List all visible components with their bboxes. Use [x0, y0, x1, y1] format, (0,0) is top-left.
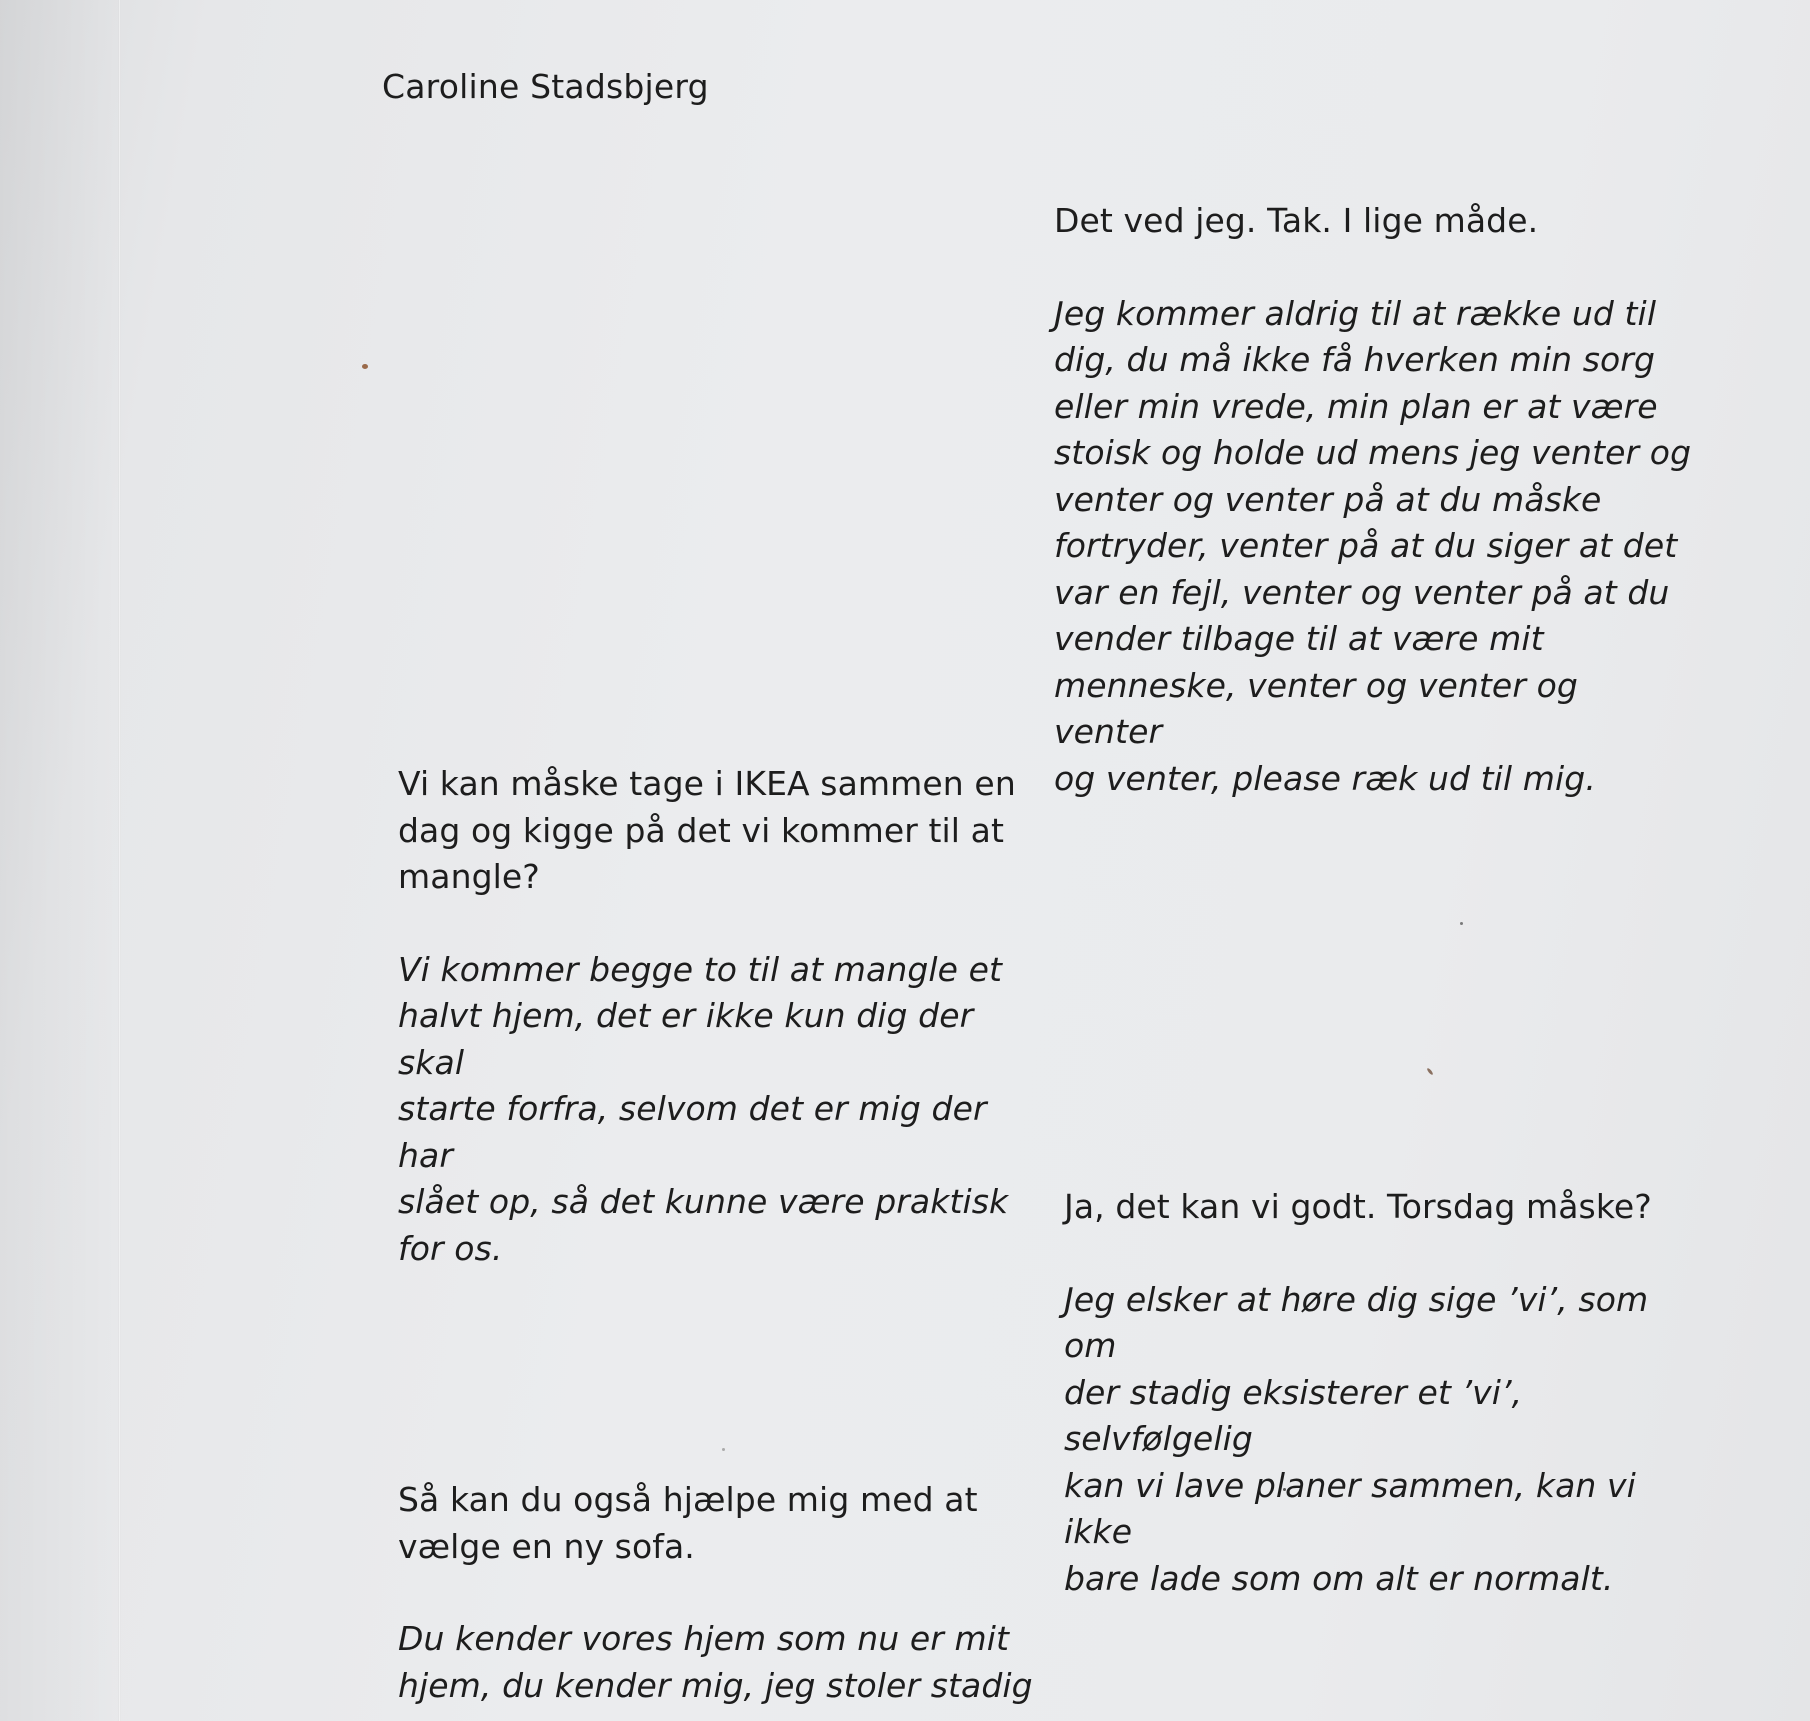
spoken-line: vælge en ny sofa. — [398, 1526, 695, 1566]
dialogue-block-1 — [1054, 198, 1694, 802]
paper-speck — [362, 364, 368, 369]
thought-line: hjem, du kender mig, jeg stoler stadig — [398, 1665, 1033, 1705]
paper-speck — [1426, 1067, 1433, 1075]
stanza-gap — [398, 901, 1048, 947]
thought-line: starte forfra, selvom det er mig der har — [398, 1089, 987, 1175]
spoken-line: Vi kan måske tage i IKEA sammen en — [398, 764, 1016, 803]
thought-line: bare lade som om alt er normalt. — [1064, 1558, 1614, 1598]
page-fold-line — [118, 0, 121, 1721]
stanza-gap — [398, 1570, 1048, 1616]
thought-line: venter og venter på at du måske — [1054, 479, 1602, 519]
thought-line: var en fejl, venter og venter på at du — [1054, 572, 1670, 612]
thought-line: stoisk og holde ud mens jeg venter og — [1054, 433, 1692, 472]
stanza-gap — [1064, 1231, 1704, 1277]
page-fold-shadow — [0, 0, 118, 1721]
thought-line: slået op, så det kunne være praktisk — [398, 1182, 1009, 1221]
thought-line: vender tilbage til at være mit — [1054, 619, 1544, 658]
thought-line: Du kender vores hjem som nu er mit — [398, 1619, 1010, 1658]
thought-line: menneske, venter og venter og venter — [1054, 665, 1578, 751]
spoken-line: dag og kigge på det vi kommer til at — [398, 810, 1005, 850]
spoken-line: Det ved jeg. Tak. I lige måde. — [1054, 201, 1539, 240]
stanza-gap — [1054, 245, 1694, 291]
paper-speck — [722, 1448, 725, 1451]
thought-line: dig, du må ikke få hverken min sorg — [1054, 340, 1656, 379]
thought-line: og venter, please ræk ud til mig. — [1054, 758, 1596, 798]
thought-line: Vi kommer begge to til at mangle et — [398, 949, 1003, 989]
dialogue-block-4 — [398, 1477, 1048, 1709]
dialogue-block-3 — [1064, 1184, 1704, 1602]
thought-line: eller min vrede, min plan er at være — [1054, 386, 1658, 426]
thought-line: kan vi lave planer sammen, kan vi ikke — [1064, 1465, 1636, 1551]
spoken-line: Så kan du også hjælpe mig med at — [398, 1480, 978, 1519]
spoken-line: Ja, det kan vi godt. Torsdag måske? — [1064, 1187, 1652, 1226]
thought-line: der stadig eksisterer et ’vi’, selvfølgelig — [1064, 1372, 1523, 1458]
thought-line: Jeg kommer aldrig til at række ud til — [1054, 293, 1657, 333]
thought-line: for os. — [398, 1228, 503, 1268]
dialogue-block-2 — [398, 761, 1048, 1272]
spoken-line: mangle? — [398, 857, 540, 896]
thought-line: fortryder, venter på at du siger at det — [1054, 526, 1678, 565]
paper-speck — [1460, 922, 1463, 925]
thought-line: halvt hjem, det er ikke kun dig der skal — [398, 996, 974, 1082]
author-name: Caroline Stadsbjerg — [382, 67, 709, 106]
thought-line: Jeg elsker at høre dig sige ’vi’, som om — [1064, 1279, 1649, 1365]
